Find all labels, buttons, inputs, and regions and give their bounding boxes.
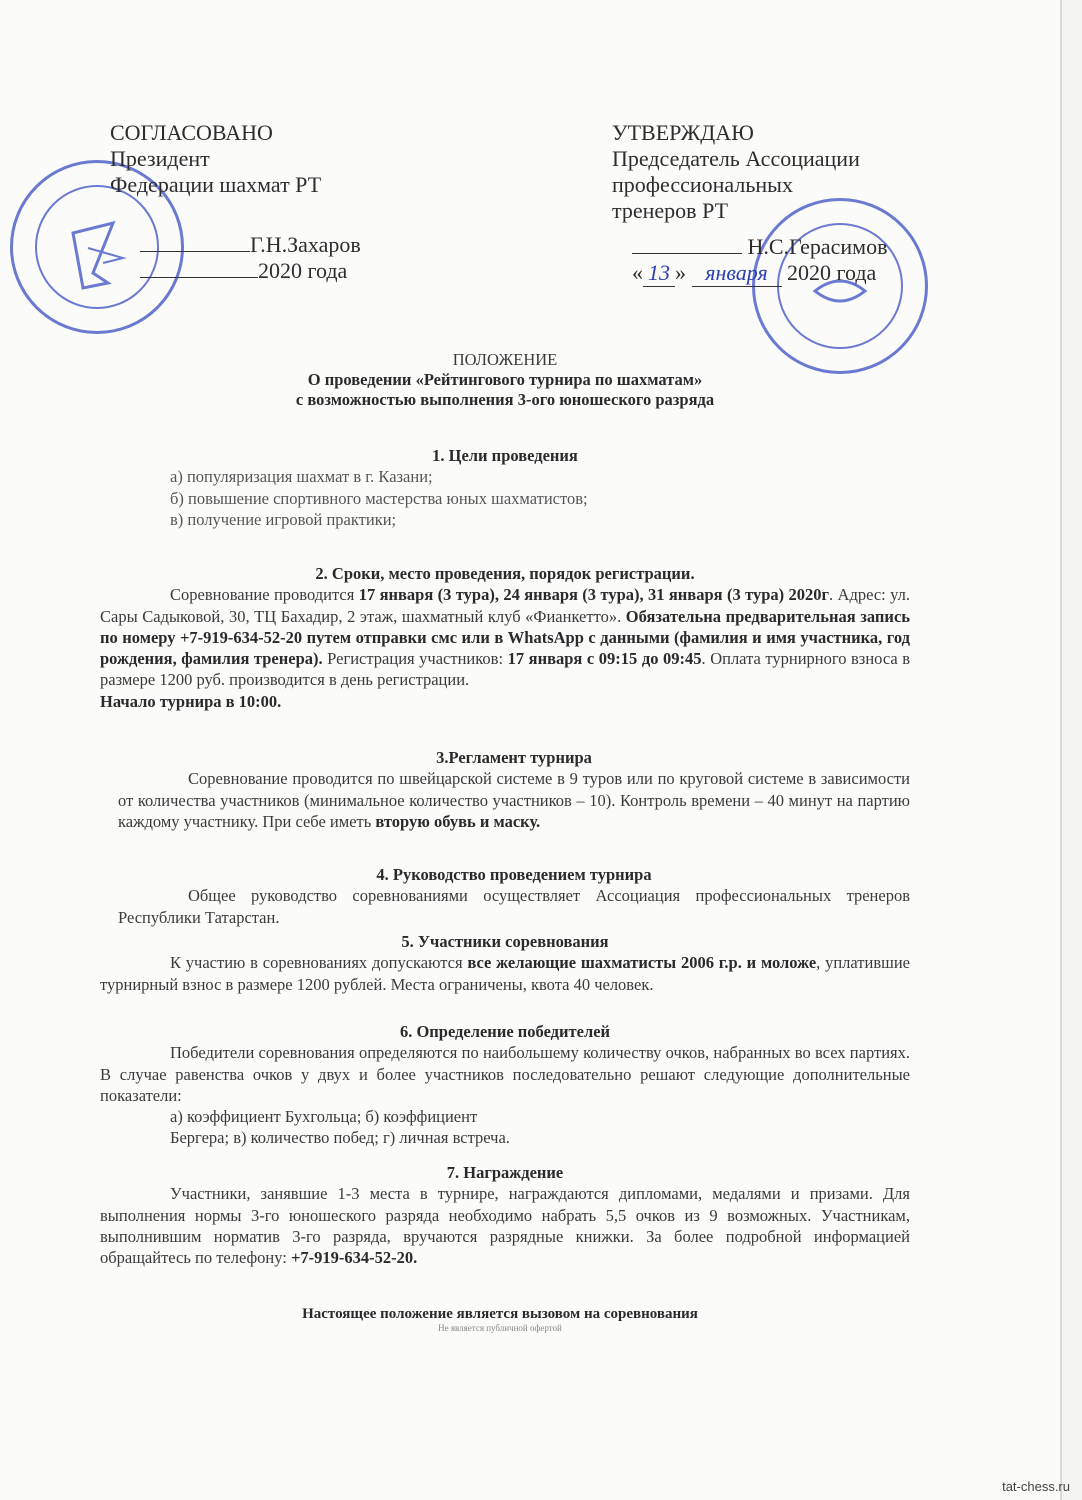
- federation-name: Федерации шахмат РТ: [110, 172, 322, 197]
- section-heading: 1. Цели проведения: [432, 446, 578, 465]
- section-heading: 5. Участники соревнования: [401, 932, 609, 951]
- approve-label: УТВЕРЖДАЮ: [612, 120, 754, 145]
- section-paragraph: Общее руководство соревнованиями осуществляет Ассоциация профессиональных тренеров Республики Татарстан.: [118, 886, 910, 927]
- section-awards: [100, 1162, 910, 1268]
- signer-name: Н.С.Герасимов: [747, 234, 888, 259]
- date-line: [140, 277, 258, 278]
- footer-line: Настоящее положение является вызовом на соревнования: [302, 1306, 698, 1322]
- document-subtitle: О проведении «Рейтингового турнира по шахматам»: [307, 370, 703, 389]
- section-heading: 6. Определение победителей: [399, 1022, 611, 1041]
- approval-date: « 13 » января 2020 года: [632, 260, 877, 285]
- approval-right: [612, 120, 887, 287]
- document-title-block: [100, 350, 910, 410]
- approval-left: [110, 120, 361, 284]
- chairman-role: Председатель Ассоциации: [612, 146, 860, 171]
- list-item: а) популяризация шахмат в г. Казани;: [170, 467, 433, 487]
- site-watermark: tat-chess.ru: [1002, 1479, 1070, 1494]
- section-winners: [100, 1021, 910, 1149]
- section-paragraph: Победители соревнования определяются по наибольшему количеству очков, набранных во всех партиях. В случае равенства очков у двух и более участников последовательно решают следующие дополнительные показатели:: [100, 1043, 910, 1105]
- section-paragraph: К участию в соревнованиях допускаются все желающие шахматисты 2006 г.р. и моложе, уплатившие турнирный взнос в размере 1200 рублей. Места ограничены, квота 40 человек.: [100, 953, 910, 994]
- section-heading: 7. Награждение: [446, 1163, 564, 1182]
- section-dates-place: [100, 563, 910, 712]
- section-heading: 2. Сроки, место проведения, порядок регистрации.: [315, 564, 695, 583]
- signature-line: [140, 251, 250, 252]
- list-item: б) повышение спортивного мастерства юных шахматистов;: [170, 488, 588, 508]
- section-heading: 3.Регламент турнира: [436, 748, 592, 767]
- signing-date: 2020 года: [258, 258, 348, 283]
- footer-note: [0, 1306, 1000, 1333]
- president-role: Президент: [110, 146, 210, 171]
- section-heading: 4. Руководство проведением турнира: [376, 865, 652, 884]
- list-item: в) получение игровой практики;: [170, 509, 397, 529]
- list-item: Бергера; в) количество побед; г) личная встреча.: [170, 1128, 510, 1148]
- section-participants: [100, 931, 910, 995]
- section-goals: [100, 445, 910, 530]
- chairman-role-3: тренеров РТ: [612, 198, 729, 223]
- start-time: Начало турнира в 10:00.: [100, 691, 282, 711]
- section-paragraph: Участники, занявшие 1-3 места в турнире, награждаются дипломами, медалями и призами. Для выполнения нормы 3-го юношеского разряда необходимо набрать 5,5 очков из 9 возможных. Участникам, выполнившим норматив 3-го разряда, вручаются разрядные книжки. За более подробной информацией обращайтесь по телефону: +7-919-634-52-20.: [100, 1184, 910, 1268]
- section-regulations: [118, 747, 910, 832]
- chairman-role-2: профессиональных: [612, 172, 793, 197]
- section-paragraph: Соревнование проводится по швейцарской системе в 9 туров или по круговой системе в зависимости от количества участников (минимальное количество участников – 10). Контроль времени – 40 минут на партию каждому участнику. При себе иметь вторую обувь и маску.: [118, 769, 910, 831]
- section-management: [118, 864, 910, 928]
- document-title: ПОЛОЖЕНИЕ: [452, 350, 558, 369]
- footer-small: Не является публичной офертой: [438, 1323, 562, 1333]
- section-paragraph: Соревнование проводится 17 января (3 тура), 24 января (3 тура), 31 января (3 тура) 2020г. Адрес: ул. Сары Садыковой, 30, ТЦ Бахадир, 2 этаж, шахматный клуб «Фианкетто». Обязательна предварительная запись по номеру +7-919-634-52-20 путем отправки смс или в WhatsApp с данными (фамилия и имя участника, год рождения, фамилия тренера). Регистрация участников: 17 января с 09:15 до 09:45. Оплата турнирного взноса в размере 1200 руб. производится в день регистрации.: [100, 585, 911, 690]
- document-subtitle-2: с возможностью выполнения 3-ого юношеского разряда: [295, 390, 715, 409]
- signer-name: Г.Н.Захаров: [250, 232, 361, 257]
- list-item: а) коэффициент Бухгольца; б) коэффициент: [170, 1107, 478, 1127]
- signature-line: [632, 253, 742, 254]
- agreed-label: СОГЛАСОВАНО: [110, 120, 273, 145]
